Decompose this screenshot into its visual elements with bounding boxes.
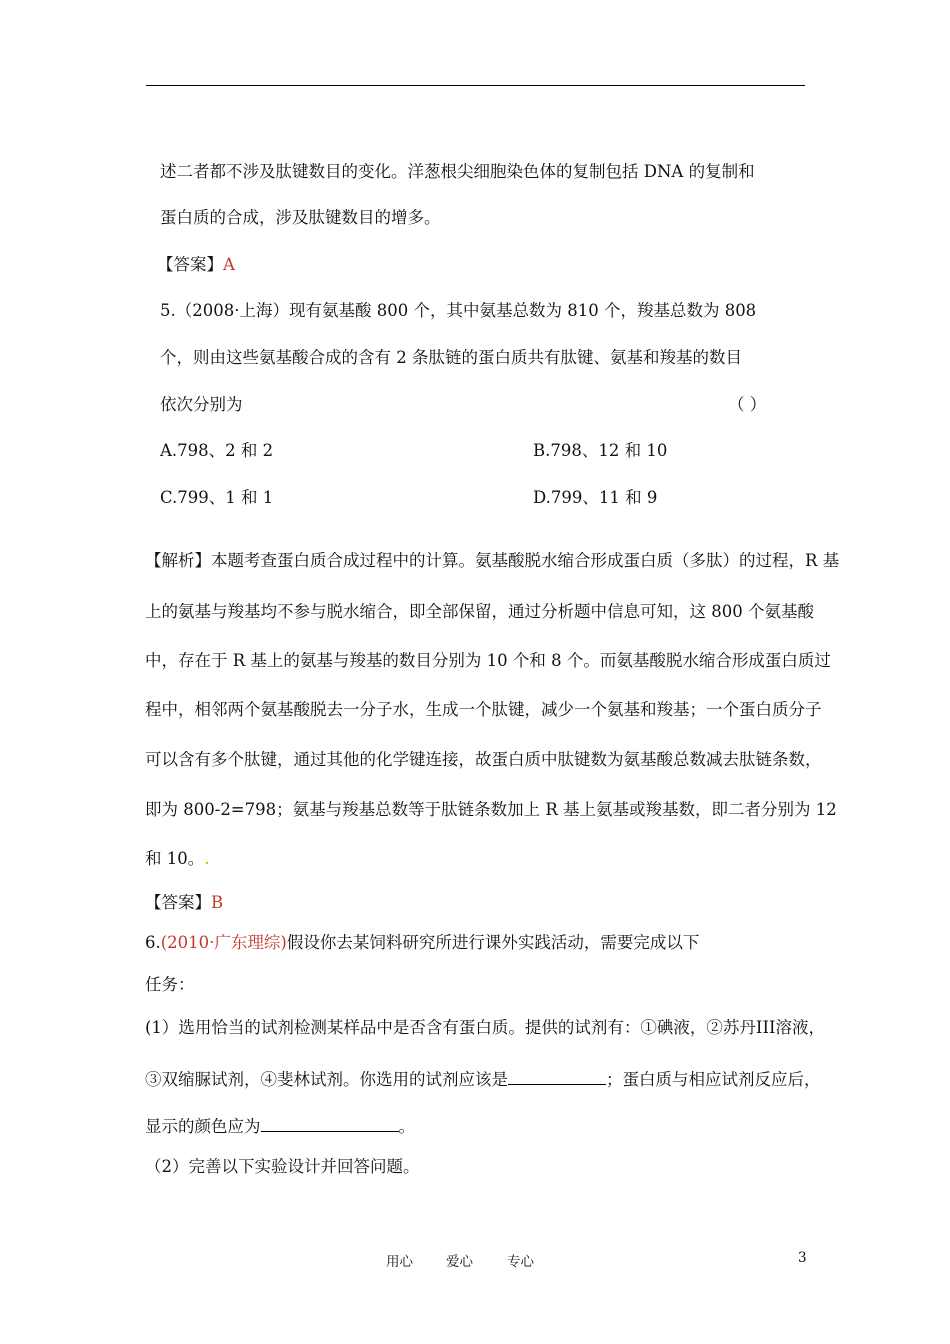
subquestion-2: （2）完善以下实验设计并回答问题。	[145, 1157, 420, 1176]
analysis-line	[145, 849, 210, 869]
question-source: (2010·广东理综)	[160, 933, 287, 952]
solution-text-line: 述二者都不涉及肽键数目的变化。洋葱根尖细胞染色体的复制包括 DNA 的复制和	[160, 162, 755, 181]
subquestion-text: ；蛋白质与相应试剂反应后，	[606, 1070, 821, 1089]
subquestion-1: (1）选用恰当的试剂检测某样品中是否含有蛋白质。提供的试剂有：①碘液，②苏丹III溶液，	[145, 1018, 825, 1037]
answer-blank[interactable]	[508, 1068, 606, 1085]
subquestion-text: 。	[398, 1117, 415, 1136]
solution-text-line: 蛋白质的合成，涉及肽键数目的增多。	[160, 208, 441, 227]
analysis-line: 中，存在于 R 基上的氨基与羧基的数目分别为 10 个和 8 个。而氨基酸脱水缩合形成蛋白质过	[145, 651, 831, 670]
footer-motto: 用心	[386, 1254, 413, 1270]
footer-motto: 爱心	[446, 1254, 473, 1270]
question-number: 6.	[145, 933, 161, 952]
footer-motto: 专心	[507, 1254, 534, 1270]
analysis-line: 可以含有多个肽键，通过其他的化学键连接，故蛋白质中肽键数为氨基酸总数减去肽链条数，	[145, 750, 822, 769]
question-5-stem: 依次分别为	[160, 395, 243, 414]
answer-line	[157, 255, 235, 275]
answer-line	[145, 893, 223, 913]
question-text: 假设你去某饲料研究所进行课外实践活动，需要完成以下	[286, 933, 700, 952]
question-6-stem: 任务：	[145, 975, 195, 994]
page-number: 3	[798, 1250, 807, 1266]
subquestion-1	[145, 1068, 821, 1090]
answer-label: 【答案】	[157, 255, 223, 274]
option-c: C.799、1 和 1	[160, 488, 274, 507]
answer-bracket: （ ）	[728, 395, 767, 414]
analysis-line: 程中，相邻两个氨基酸脱去一分子水，生成一个肽键，减少一个氨基和羧基；一个蛋白质分子	[145, 700, 822, 719]
question-5-stem: 5.（2008·上海）现有氨基酸 800 个，其中氨基总数为 810 个，羧基总数为 808	[160, 301, 757, 320]
answer-label: 【答案】	[145, 893, 211, 912]
option-a: A.798、2 和 2	[160, 441, 274, 460]
analysis-dot: .	[204, 849, 210, 868]
analysis-line: 【解析】本题考查蛋白质合成过程中的计算。氨基酸脱水缩合形成蛋白质（多肽）的过程，R 基	[145, 551, 840, 570]
question-5-stem: 个，则由这些氨基酸合成的含有 2 条肽链的蛋白质共有肽键、氨基和羧基的数目	[160, 348, 742, 367]
analysis-text: 和 10。	[145, 849, 205, 868]
subquestion-text: 显示的颜色应为	[145, 1117, 261, 1136]
answer-value: A	[223, 255, 235, 274]
question-6-stem	[145, 933, 699, 953]
option-b: B.798、12 和 10	[533, 441, 668, 460]
answer-blank[interactable]	[261, 1115, 399, 1132]
analysis-line: 上的氨基与羧基均不参与脱水缩合，即全部保留，通过分析题中信息可知，这 800 个氨基酸	[145, 602, 814, 621]
analysis-line: 即为 800-2=798；氨基与羧基总数等于肽链条数加上 R 基上氨基或羧基数，即二者分别为 12	[145, 800, 837, 819]
answer-value: B	[211, 893, 224, 912]
subquestion-1	[145, 1115, 415, 1137]
subquestion-text: ③双缩脲试剂，④斐林试剂。你选用的试剂应该是	[145, 1070, 508, 1089]
option-d: D.799、11 和 9	[533, 488, 658, 507]
header-rule	[146, 85, 805, 86]
